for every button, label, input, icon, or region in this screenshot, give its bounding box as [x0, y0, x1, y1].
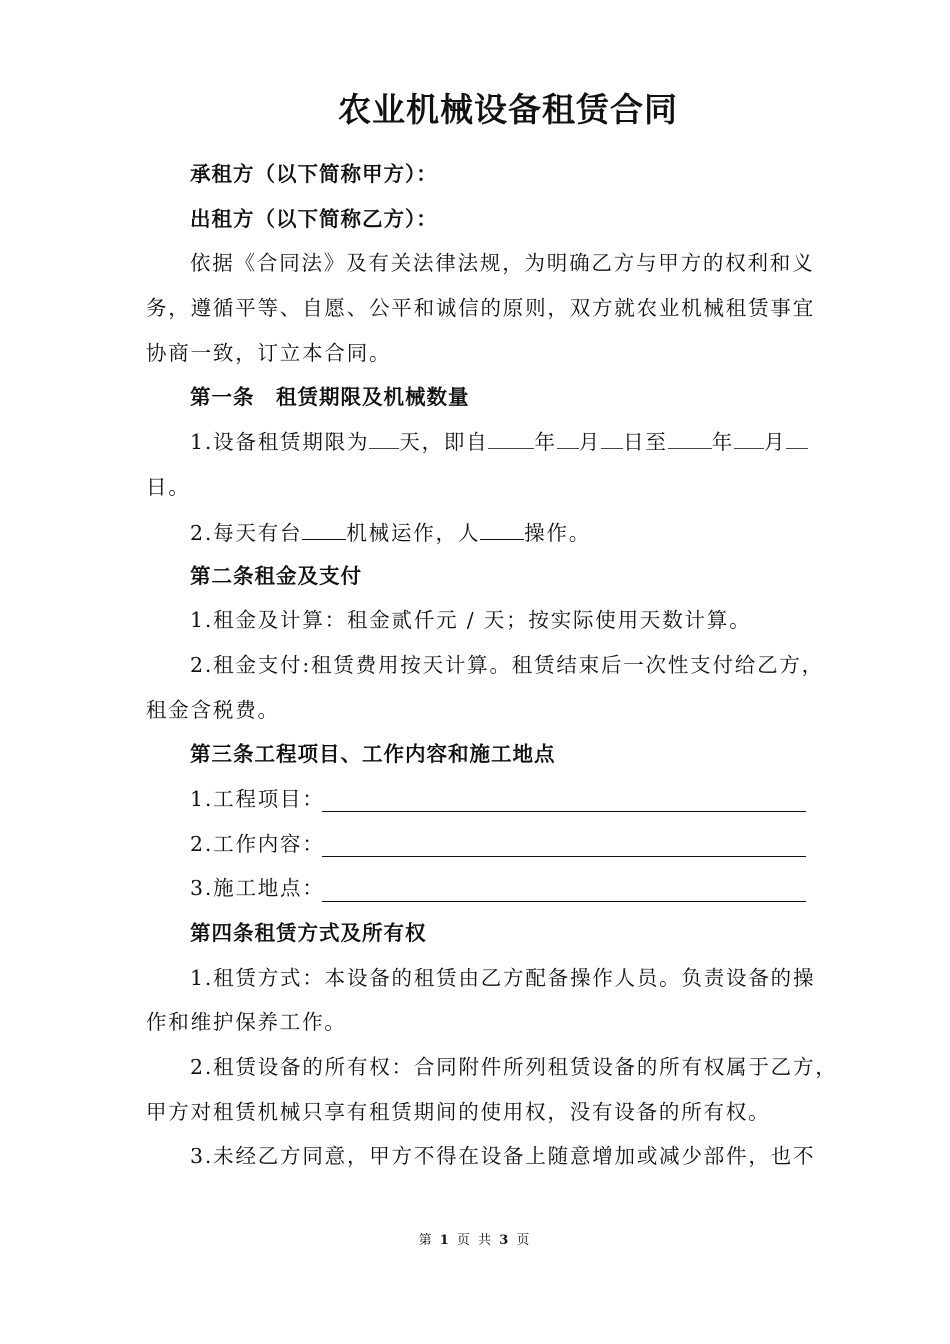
blank-end-month — [734, 428, 764, 449]
article-3-heading: 第三条工程项目、工作内容和施工地点 — [190, 742, 556, 766]
intro-line-3: 协商一致，订立本合同。 — [146, 341, 392, 365]
text: 2.每天有台 — [190, 521, 303, 545]
blank-days — [369, 428, 399, 449]
blank-operator-count — [480, 517, 524, 540]
article-4-item-2-line-2: 甲方对租赁机械只享有租赁期间的使用权，没有设备的所有权。 — [146, 1100, 771, 1124]
intro-line-2: 务，遵循平等、自愿、公平和诚信的原则，双方就农业机械租赁事宜 — [146, 296, 815, 320]
text: 日至 — [623, 430, 668, 454]
article-4-heading: 第四条租赁方式及所有权 — [190, 921, 427, 945]
text: 月 — [578, 430, 602, 454]
article-1-item-1 — [190, 428, 808, 456]
footer-suffix: 页 — [516, 1233, 532, 1248]
document-title: 农业机械设备租赁合同 — [338, 90, 678, 129]
blank-start-year — [488, 428, 534, 449]
work-content-blank-line — [322, 856, 806, 857]
footer-middle: 页 共 — [456, 1233, 494, 1248]
text: 年 — [534, 430, 557, 454]
article-4-item-3-line-1: 3.未经乙方同意，甲方不得在设备上随意增加或减少部件，也不 — [190, 1144, 816, 1168]
site-blank-line — [322, 901, 806, 902]
text: 月 — [764, 430, 787, 454]
text: 天，即自 — [399, 430, 489, 454]
blank-start-day — [601, 428, 623, 449]
lessee-line: 承租方（以下简称甲方）： — [190, 162, 438, 186]
article-2-item-2-line-1: 2.租金支付:租赁费用按天计算。租赁结束后一次性支付给乙方， — [190, 653, 824, 677]
article-2-item-1: 1.租金及计算：租金贰仟元 / 天；按实际使用天数计算。 — [190, 608, 752, 632]
footer-total-pages: 3 — [499, 1233, 511, 1248]
blank-end-day — [786, 428, 808, 449]
intro-line-1: 依据《合同法》及有关法律法规，为明确乙方与甲方的权利和义 — [190, 251, 815, 275]
article-1-item-1-cont: 日。 — [146, 475, 191, 499]
article-3-item-1: 1.工程项目： — [190, 787, 325, 811]
article-2-item-2-line-2: 租金含税费。 — [146, 698, 280, 722]
footer-prefix: 第 — [418, 1233, 434, 1248]
text: 操作。 — [524, 521, 592, 545]
article-1-item-2 — [190, 517, 591, 547]
blank-end-year — [668, 428, 712, 449]
article-3-item-3: 3.施工地点： — [190, 876, 325, 900]
article-3-item-2: 2.工作内容： — [190, 832, 325, 856]
blank-machine-count — [302, 517, 346, 540]
project-blank-line — [322, 811, 806, 812]
lessor-line: 出租方（以下简称乙方）： — [190, 207, 438, 231]
article-4-item-2-line-1: 2.租赁设备的所有权：合同附件所列租赁设备的所有权属于乙方， — [190, 1055, 838, 1079]
article-2-heading: 第二条租金及支付 — [190, 564, 362, 588]
text: 1.设备租赁期限为 — [190, 430, 370, 454]
text: 机械运作，人 — [346, 521, 481, 545]
blank-start-month — [557, 428, 579, 449]
article-4-item-1-line-2: 作和维护保养工作。 — [146, 1010, 347, 1034]
text: 年 — [711, 430, 735, 454]
article-4-item-1-line-1: 1.租赁方式：本设备的租赁由乙方配备操作人员。负责设备的操 — [190, 966, 816, 990]
page-footer — [0, 1229, 950, 1248]
footer-page-number: 1 — [439, 1233, 451, 1248]
article-1-heading: 第一条 租赁期限及机械数量 — [190, 385, 470, 409]
